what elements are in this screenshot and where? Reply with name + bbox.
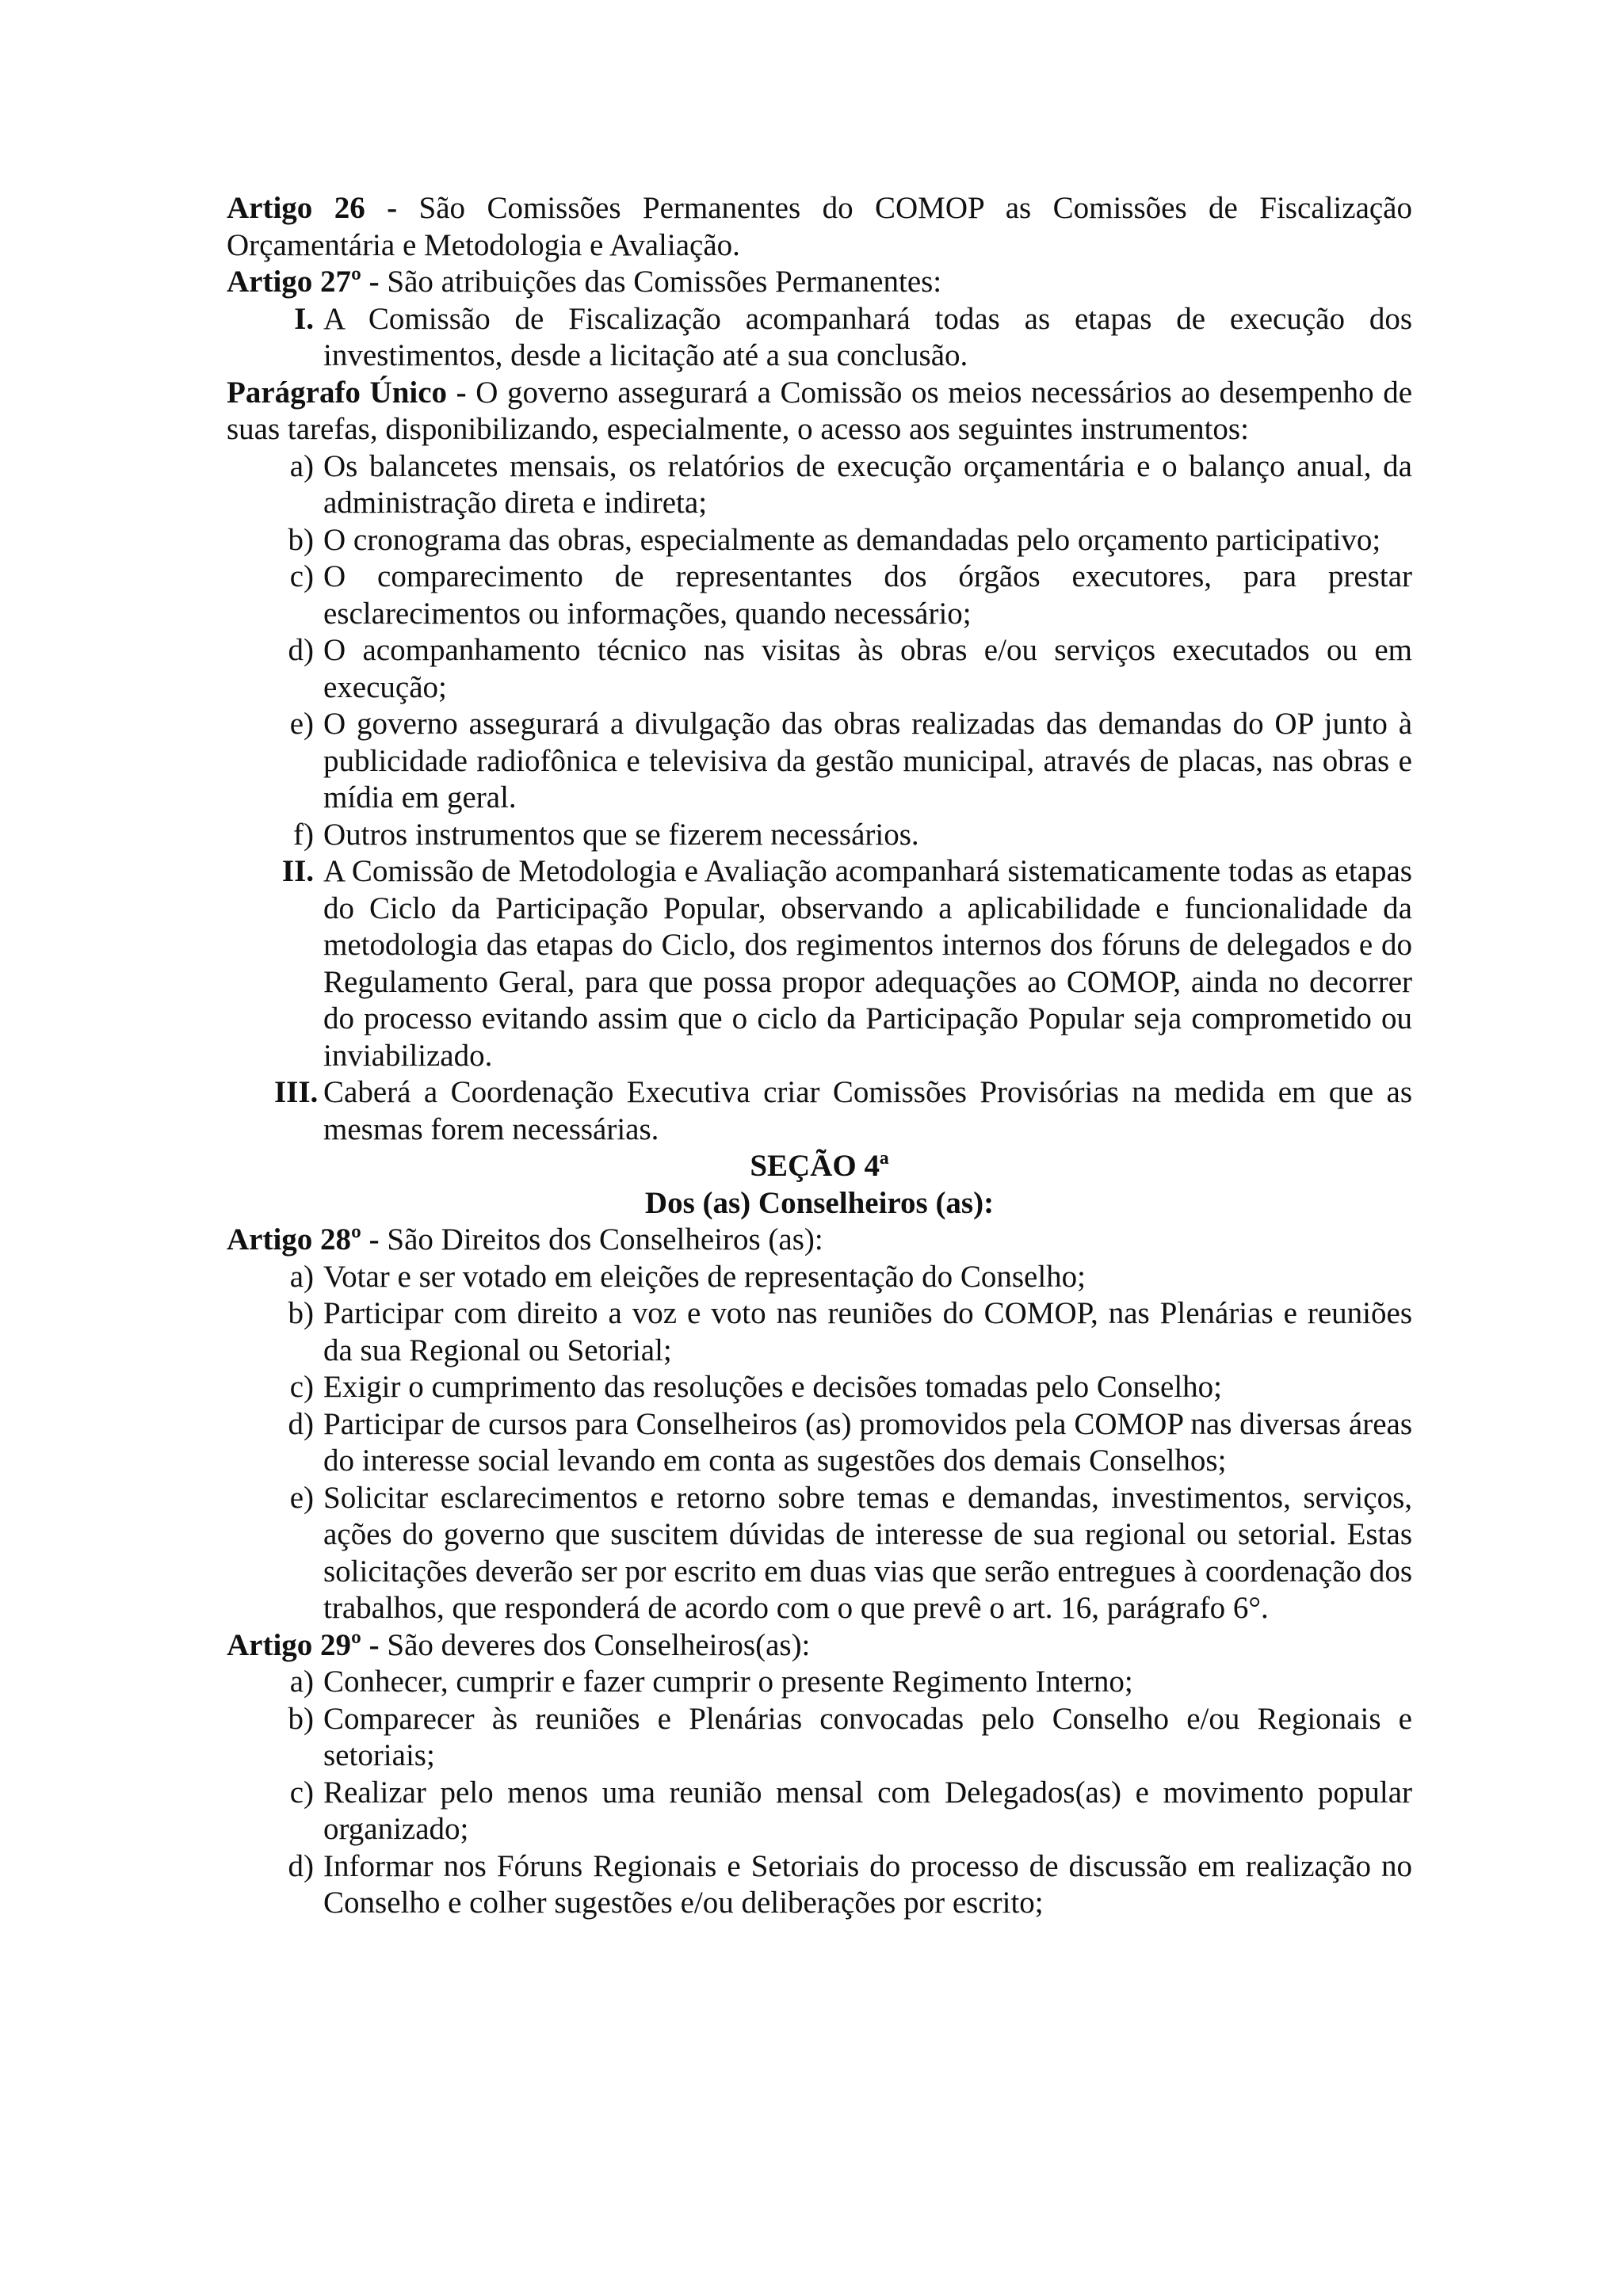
duties-item-c	[227, 1775, 1412, 1848]
list-item-text: O governo assegurará a divulgação das obras realizadas das demandas do OP junto à publicidade radiofônica e televisiva da gestão municipal, através de placas, nas obras e mídia em geral.	[323, 707, 1412, 814]
article-28-lead: Artigo 28º -	[227, 1222, 380, 1257]
roman-item-text: Caberá a Coordenação Executiva criar Comissões Provisórias na medida em que as mesmas forem necessárias.	[323, 1075, 1412, 1146]
list-item-text: Os balancetes mensais, os relatórios de execução orçamentária e o balanço anual, da administração direta e indireta;	[323, 448, 1412, 520]
list-item-text: Comparecer às reuniões e Plenárias convocadas pelo Conselho e/ou Regionais e setoriais;	[323, 1701, 1412, 1772]
article-27-lead: Artigo 27º -	[227, 265, 380, 299]
duties-item-b	[227, 1701, 1412, 1775]
list-item-text: Exigir o cumprimento das resoluções e decisões tomadas pelo Conselho;	[323, 1370, 1222, 1404]
article-27-item-II	[227, 853, 1412, 1074]
article-26-lead: Artigo 26 -	[227, 191, 398, 225]
list-item-text: O comparecimento de representantes dos órgãos executores, para prestar esclarecimentos ou informações, quando necessário;	[323, 559, 1412, 631]
instrument-item-b	[227, 522, 1412, 559]
list-item-text: O cronograma das obras, especialmente as demandadas pelo orçamento participativo;	[323, 522, 1381, 557]
list-label: c)	[289, 1775, 314, 1810]
article-27-text: São atribuições das Comissões Permanentes:	[387, 265, 942, 299]
list-label: a)	[289, 1665, 314, 1699]
rights-item-e	[227, 1480, 1412, 1627]
roman-label: I.	[294, 301, 314, 336]
list-item-text: Solicitar esclarecimentos e retorno sobre temas e demandas, investimentos, serviços, ações do governo que suscitem dúvidas de interesse de sua regional ou setorial. Estas solicitações deverão ser por escrito em duas vias que serão entregues à coordenação dos trabalhos, que responderá de acordo com o que prevê o art. 16, parágrafo 6°.	[323, 1480, 1412, 1625]
rights-item-a	[227, 1259, 1412, 1296]
article-29	[227, 1627, 1412, 1665]
list-item-text: Participar de cursos para Conselheiros (as) promovidos pela COMOP nas diversas áreas do interesse social levando em conta as sugestões dos demais Conselhos;	[323, 1406, 1412, 1478]
roman-item-text: A Comissão de Fiscalização acompanhará todas as etapas de execução dos investimentos, desde a licitação até a sua conclusão.	[323, 301, 1412, 372]
list-label: b)	[288, 522, 314, 557]
instrument-item-e	[227, 706, 1412, 817]
list-label: c)	[289, 559, 314, 593]
instrument-item-c	[227, 559, 1412, 632]
list-label: d)	[288, 633, 314, 667]
paragrafo-unico	[227, 375, 1412, 448]
article-28-text: São Direitos dos Conselheiros (as):	[387, 1222, 823, 1257]
article-27-item-III	[227, 1074, 1412, 1148]
article-29-lead: Artigo 29º -	[227, 1627, 380, 1662]
list-label: b)	[288, 1701, 314, 1736]
rights-item-c	[227, 1369, 1412, 1406]
instrument-item-a	[227, 448, 1412, 522]
duties-item-a	[227, 1664, 1412, 1701]
list-label: d)	[288, 1848, 314, 1883]
list-label: b)	[288, 1296, 314, 1330]
article-29-text: São deveres dos Conselheiros(as):	[387, 1627, 811, 1662]
paragrafo-unico-text: O governo assegurará a Comissão os meios necessários ao desempenho de suas tarefas, disponibilizando, especialmente, o acesso aos seguintes instrumentos:	[227, 375, 1413, 446]
section-title: SEÇÃO 4ª	[750, 1149, 889, 1183]
article-28	[227, 1222, 1412, 1259]
list-label: f)	[293, 817, 314, 852]
list-label: e)	[289, 707, 314, 741]
article-27	[227, 264, 1412, 301]
list-label: a)	[289, 448, 314, 483]
rights-item-d	[227, 1406, 1412, 1480]
duties-item-d	[227, 1848, 1412, 1922]
list-item-text: Conhecer, cumprir e fazer cumprir o presente Regimento Interno;	[323, 1665, 1133, 1699]
article-26-text: São Comissões Permanentes do COMOP as Comissões de Fiscalização Orçamentária e Metodologia e Avaliação.	[227, 191, 1412, 262]
list-item-text: Informar nos Fóruns Regionais e Setoriais do processo de discussão em realização no Conselho e colher sugestões e/ou deliberações por escrito;	[323, 1848, 1412, 1920]
list-item-text: O acompanhamento técnico nas visitas às obras e/ou serviços executados ou em execução;	[323, 633, 1412, 704]
section-subtitle: Dos (as) Conselheiros (as):	[644, 1185, 995, 1220]
list-label: a)	[289, 1259, 314, 1294]
article-26	[227, 190, 1412, 264]
list-item-text: Realizar pelo menos uma reunião mensal com Delegados(as) e movimento popular organizado;	[323, 1775, 1412, 1846]
list-label: e)	[289, 1480, 314, 1515]
paragrafo-unico-lead: Parágrafo Único -	[227, 375, 467, 410]
roman-item-text: A Comissão de Metodologia e Avaliação acompanhará sistematicamente todas as etapas do Ciclo da Participação Popular, observando a aplicabilidade e funcionalidade da metodologia das etapas do Ciclo, dos regimentos internos dos fóruns de delegados e do Regulamento Geral, para que possa propor adequações ao COMOP, ainda no decorrer do processo evitando assim que o ciclo da Participação Popular seja comprometido ou inviabilizado.	[323, 854, 1412, 1073]
list-item-text: Outros instrumentos que se fizerem necessários.	[323, 817, 919, 852]
list-label: c)	[289, 1370, 314, 1404]
article-27-item-I	[227, 301, 1412, 375]
list-item-text: Votar e ser votado em eleições de representação do Conselho;	[323, 1259, 1086, 1294]
roman-label: II.	[281, 854, 314, 888]
instrument-item-d	[227, 632, 1412, 706]
instrument-item-f	[227, 817, 1412, 854]
roman-label: III.	[274, 1075, 319, 1109]
rights-item-b	[227, 1295, 1412, 1369]
document-page	[227, 190, 1412, 1922]
list-item-text: Participar com direito a voz e voto nas reuniões do COMOP, nas Plenárias e reuniões da sua Regional ou Setorial;	[323, 1296, 1412, 1367]
list-label: d)	[288, 1406, 314, 1441]
